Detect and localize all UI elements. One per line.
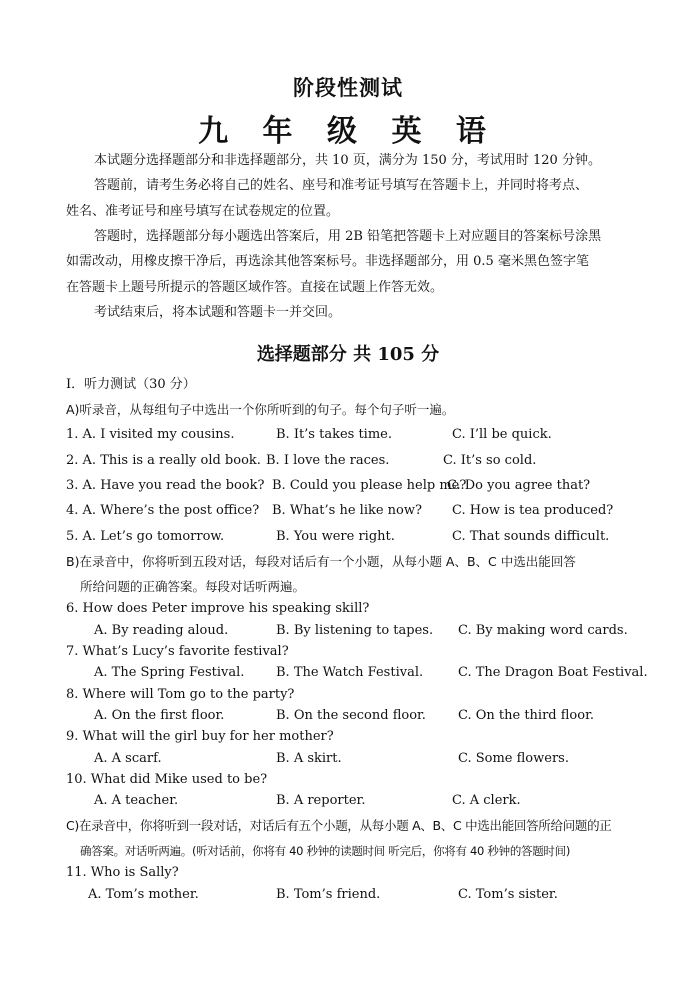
question-option: C. Some flowers. <box>458 751 569 766</box>
question-option: C. On the third floor. <box>458 708 594 723</box>
question-option: 4. A. Where’s the post office? <box>66 503 260 518</box>
question-option: 1. A. I visited my cousins. <box>66 427 235 442</box>
part-a-instruction: A)听录音，从每组句子中选出一个你所听到的句子。每个句子听一遍。 <box>66 402 455 417</box>
question-option: A. A scarf. <box>94 751 162 766</box>
part-c-instruction: C)在录音中，你将听到一段对话，对话后有五个小题，从每小题 A、B、C 中选出能回答所给问题的正 <box>66 818 612 833</box>
exam-subject-title: 九 年 级 英 语 <box>198 114 498 149</box>
question-option: 3. A. Have you read the book? <box>66 478 265 493</box>
part-b-instruction: 所给问题的正确答案。每段对话听两遍。 <box>80 579 306 594</box>
question-option: C. Do you agree that? <box>447 478 591 493</box>
question-option: C. By making word cards. <box>458 623 628 638</box>
section-title: 选择题部分 共 105 分 <box>256 344 440 365</box>
question-option: C. A clerk. <box>452 793 521 808</box>
question-option: C. How is tea produced? <box>452 503 614 518</box>
instruction-line: 答题前，请考生务必将自己的姓名、座号和准考证号填写在答题卡上，并同时将考点、 <box>94 178 589 193</box>
instruction-line: 考试结束后，将本试题和答题卡一并交回。 <box>94 305 342 320</box>
part-b-instruction: B)在录音中，你将听到五段对话，每段对话后有一个小题，从每小题 A、B、C 中选出能回答 <box>66 554 576 569</box>
instruction-line: 答题时，选择题部分每小题选出答案后，用 2B 铅笔把答题卡上对应题目的答案标号涂黑 <box>94 229 602 244</box>
question-text: 7. What’s Lucy’s favorite festival? <box>66 644 289 659</box>
question-option: B. What’s he like now? <box>272 503 422 518</box>
question-option: B. The Watch Festival. <box>276 665 424 680</box>
question-option: C. The Dragon Boat Festival. <box>458 665 648 680</box>
instruction-line: 姓名、准考证号和座号填写在试卷规定的位置。 <box>66 204 340 219</box>
question-option: C. That sounds difficult. <box>452 529 610 544</box>
question-text: 6. How does Peter improve his speaking skill? <box>66 601 370 616</box>
question-option: B. You were right. <box>276 529 395 544</box>
question-option: B. A reporter. <box>276 793 366 808</box>
exam-title: 阶段性测试 <box>293 75 403 100</box>
question-option: A. On the first floor. <box>94 708 225 723</box>
instruction-line: 本试题分选择题部分和非选择题部分，共 10 页，满分为 150 分，考试用时 120 分钟。 <box>94 153 601 168</box>
question-option: 2. A. This is a really old book. <box>66 453 261 468</box>
part-heading: I．听力测试（30 分） <box>66 377 196 392</box>
question-option: C. It’s so cold. <box>443 453 537 468</box>
question-text: 11. Who is Sally? <box>66 865 179 880</box>
question-option: B. It’s takes time. <box>276 427 392 442</box>
question-option: B. By listening to tapes. <box>276 623 434 638</box>
question-option: B. I love the races. <box>266 453 390 468</box>
question-option: B. Tom’s friend. <box>276 887 381 902</box>
question-option: B. A skirt. <box>276 751 342 766</box>
question-option: C. Tom’s sister. <box>458 887 558 902</box>
question-text: 9. What will the girl buy for her mother? <box>66 729 334 744</box>
question-option: B. Could you please help me? <box>272 478 467 493</box>
question-text: 8. Where will Tom go to the party? <box>66 687 295 702</box>
question-text: 10. What did Mike used to be? <box>66 772 268 787</box>
question-option: B. On the second floor. <box>276 708 426 723</box>
instruction-line: 如需改动，用橡皮擦干净后，再选涂其他答案标号。非选择题部分，用 0.5 毫米黑色签字笔 <box>66 254 589 269</box>
question-option: A. By reading aloud. <box>94 623 229 638</box>
part-c-instruction: 确答案。对话听两遍。(听对话前，你将有 40 秒钟的读题时间 听完后，你将有 40 秒钟的答题时间) <box>80 844 571 858</box>
question-option: C. I’ll be quick. <box>452 427 552 442</box>
question-option: A. The Spring Festival. <box>94 665 245 680</box>
question-option: 5. A. Let’s go tomorrow. <box>66 529 225 544</box>
instruction-line: 在答题卡上题号所提示的答题区域作答。直接在试题上作答无效。 <box>66 280 444 295</box>
question-option: A. Tom’s mother. <box>88 887 199 902</box>
question-option: A. A teacher. <box>94 793 179 808</box>
